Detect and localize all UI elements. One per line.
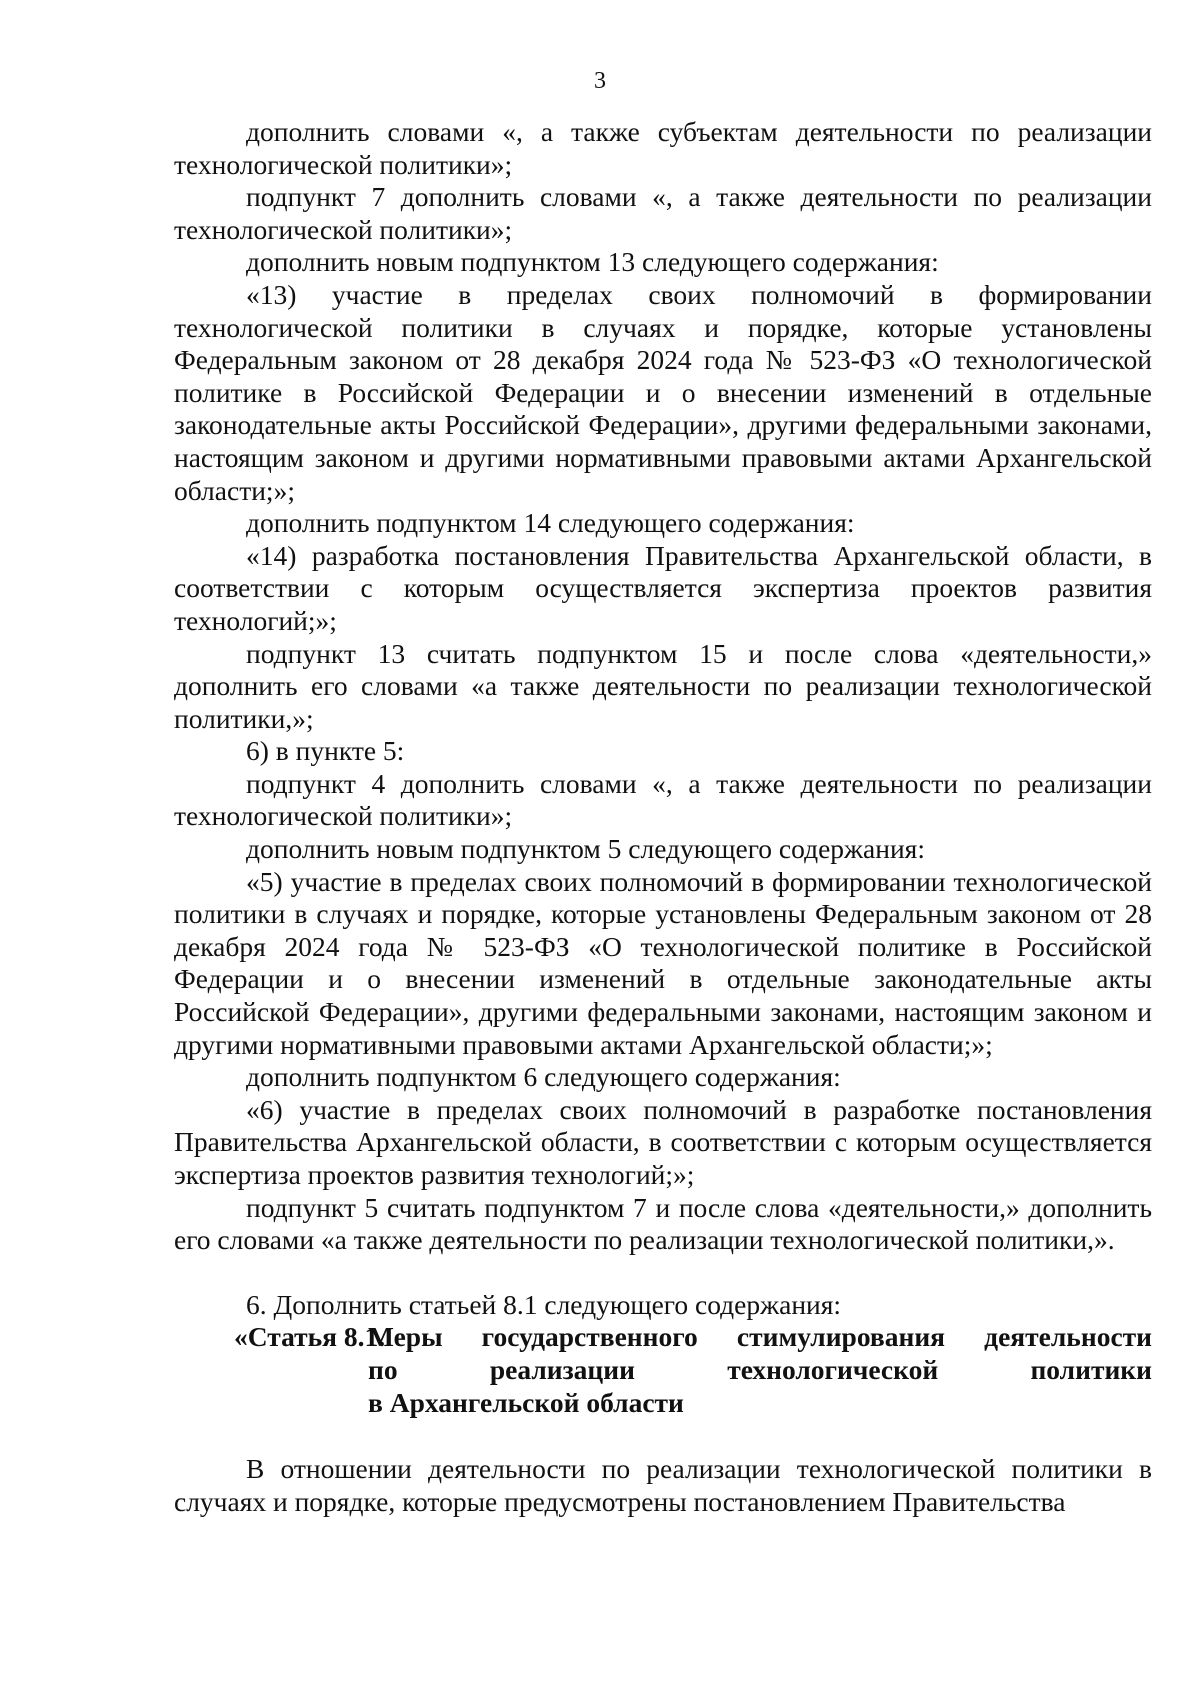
paragraph: дополнить подпунктом 14 следующего содержания: <box>246 507 855 539</box>
paragraph: подпункт 13 считать подпунктом 15 и после слова «деятельности,» дополнить его словами «а также деятельности по реализации технологической политики,»; <box>174 637 1152 734</box>
paragraph: подпункт 7 дополнить словами «, а также деятельности по реализации технологической политики»; <box>174 181 1152 245</box>
article-number: «Статья 8.1. <box>234 1321 386 1353</box>
paragraph: подпункт 4 дополнить словами «, а также деятельности по реализации технологической политики»; <box>174 767 1152 832</box>
paragraph: дополнить подпунктом 6 следующего содержания: <box>246 1061 841 1093</box>
paragraph: дополнить новым подпунктом 5 следующего содержания: <box>246 833 925 865</box>
paragraph: 6) в пункте 5: <box>246 735 405 767</box>
document-body <box>174 116 1152 1518</box>
paragraph: «6) участие в пределах своих полномочий в разработке постановления Правительства Архангельской области, в соответствии с которым осуществляется экспертиза проектов развития технологий;»; <box>174 1093 1152 1190</box>
article-heading <box>174 1321 1152 1419</box>
paragraph: «13) участие в пределах своих полномочий в формировании технологической политики в случаях и порядке, которые установлены Федеральным законом от 28 декабря 2024 года № 523-ФЗ «О технологической политике в Российской Федерации и о внесении изменений в отдельные законодательные акты Российской Федерации», другими федеральными законами, настоящим законом и другими нормативными правовыми актами Архангельской области;»; <box>174 278 1152 506</box>
spacer <box>174 1257 1152 1289</box>
page-number: 3 <box>594 68 606 94</box>
article-title-line: Меры государственного стимулирования деятельности <box>368 1321 1152 1353</box>
section-intro: 6. Дополнить статьей 8.1 следующего содержания: <box>246 1288 842 1320</box>
spacer <box>174 1419 1152 1453</box>
article-title-line: по реализации технологической политики <box>368 1353 1152 1385</box>
closing-paragraph: В отношении деятельности по реализации технологической политики в случаях и порядке, которые предусмотрены постановлением Правительства <box>174 1453 1152 1517</box>
paragraph: «14) разработка постановления Правительства Архангельской области, в соответствии с которым осуществляется экспертиза проектов развития технологий;»; <box>174 539 1152 636</box>
article-title-line: в Архангельской области <box>368 1386 684 1418</box>
paragraph: дополнить новым подпунктом 13 следующего содержания: <box>246 246 939 278</box>
paragraph: «5) участие в пределах своих полномочий в формировании технологической политики в случаях и порядке, которые установлены Федеральным законом от 28 декабря 2024 года № 523-ФЗ «О технологической политике в Российской Федерации и о внесении изменений в отдельные законодательные акты Российской Федерации», другими федеральными законами, настоящим законом и другими нормативными правовыми актами Архангельской области;»; <box>174 865 1152 1060</box>
paragraph: дополнить словами «, а также субъектам деятельности по реализации технологической политики»; <box>174 116 1152 180</box>
paragraph: подпункт 5 считать подпунктом 7 и после слова «деятельности,» дополнить его словами «а также деятельности по реализации технологической политики,». <box>174 1191 1152 1256</box>
article-title <box>368 1321 1152 1419</box>
